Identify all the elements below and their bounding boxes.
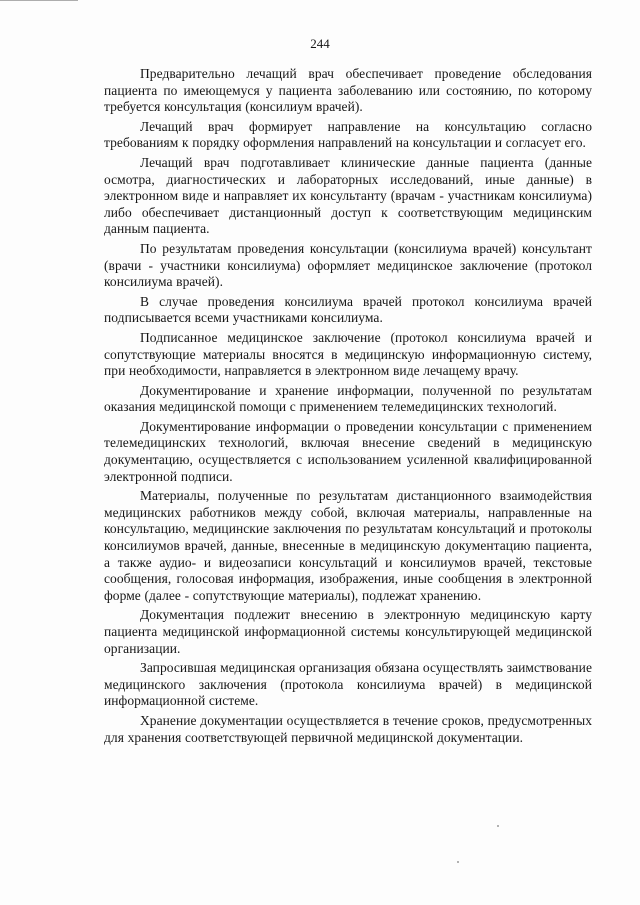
paragraph: Материалы, полученные по результатам дистанционного взаимодействия медицинских работников между собой, включая материалы, направленные на консультацию, медицинские заключения по результатам консультаций и протоколы консилиумов врачей, данные, внесенные в медицинскую документацию пациента, а также аудио- и видеозаписи консультаций и консилиумов врачей, текстовые сообщения, голосовая информация, изображения, иные сообщения в электронной форме (далее - сопутствующие материалы), подлежат хранению. <box>104 488 592 603</box>
paragraph: Подписанное медицинское заключение (протокол консилиума врачей и сопутствующие материалы вносятся в медицинскую информационную систему, при необходимости, направляется в электронном виде лечащему врачу. <box>104 329 592 379</box>
paragraph: По результатам проведения консультации (консилиума врачей) консультант (врачи - участники консилиума) оформляет медицинское заключение (протокол консилиума врачей). <box>104 240 592 290</box>
paragraph: Запросившая медицинская организация обязана осуществлять заимствование медицинского заключения (протокола консилиума врачей) в медицинской информационной системе. <box>104 660 592 709</box>
paragraph: Документирование информации о проведении консультации с применением телемедицинских технологий, включая внесение сведений в медицинскую документацию, осуществляется с использованием усиленной квалифицированной электронной подписи. <box>104 418 592 484</box>
paragraph: В случае проведения консилиума врачей протокол консилиума врачей подписывается всеми участниками консилиума. <box>104 293 592 326</box>
scan-speck <box>497 825 499 827</box>
body-text <box>104 66 592 749</box>
paragraph: Лечащий врач формирует направление на консультацию согласно требованиям к порядку оформления направлений на консультации и согласует его. <box>104 118 592 151</box>
paragraph: Хранение документации осуществляется в течение сроков, предусмотренных для хранения соответствующей первичной медицинской документации. <box>104 712 592 745</box>
paragraph: Предварительно лечащий врач обеспечивает проведение обследования пациента по имеющемуся у пациента заболеванию или состоянию, по которому требуется консультация (консилиум врачей). <box>104 66 592 115</box>
paragraph: Лечащий врач подготавливает клинические данные пациента (данные осмотра, диагностических и лабораторных исследований, иные данные) в электронном виде и направляет их консультанту (врачам - участникам консилиума) либо обеспечивает дистанционный доступ к соответствующим медицинским данным пациента. <box>104 154 592 237</box>
scan-edge-mark <box>0 0 78 3</box>
page-number: 244 <box>310 36 330 51</box>
scan-speck <box>457 861 459 863</box>
paragraph: Документация подлежит внесению в электронную медицинскую карту пациента медицинской информационной системы консультирующей медицинской организации. <box>104 607 592 656</box>
paragraph: Документирование и хранение информации, полученной по результатам оказания медицинской помощи с применением телемедицинских технологий. <box>104 382 592 415</box>
